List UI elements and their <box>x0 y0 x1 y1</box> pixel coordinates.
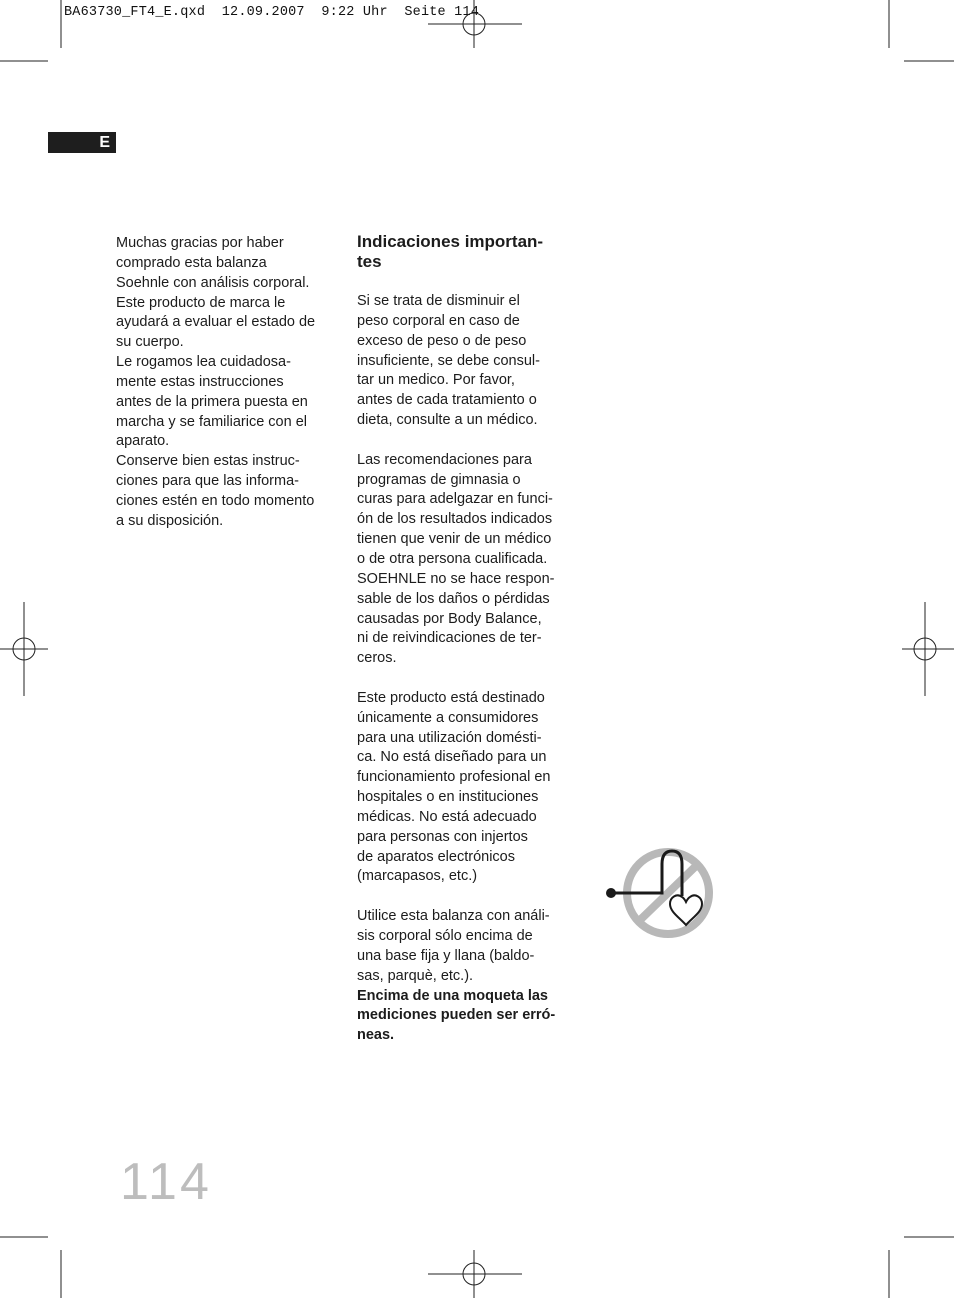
important-paragraph-1: Si se trata de disminuir el peso corporal en caso de exceso de peso o de peso insuficiente, se debe consul- tar un medico. Por favor, antes de cada tratamiento o dieta, consulte a un médico. <box>357 293 540 429</box>
warning-text: Encima de una moqueta las mediciones pueden ser erró- neas. <box>357 987 556 1044</box>
page-number: 114 <box>120 1153 212 1211</box>
print-slug: BA63730_FT4_E.qxd 12.09.2007 9:22 Uhr Seite 114 <box>64 5 480 20</box>
section-heading: Indicaciones importan- tes <box>357 232 544 271</box>
intro-paragraph-3: Conserve bien estas instruc- ciones para que las informa- ciones estén en todo momento a su disposición. <box>116 453 315 529</box>
intro-column <box>116 234 338 532</box>
important-paragraph-4: Utilice esta balanza con análi- sis corporal sólo encima de una base fija y llana (baldo- sas, parquè, etc.). <box>357 908 550 984</box>
intro-paragraph-1: Muchas gracias por haber comprado esta balanza Soehnle con análisis corporal. Este producto de marca le ayudará a evaluar el estado de su cuerpo. <box>116 235 316 351</box>
important-paragraph-2: Las recomendaciones para programas de gimnasia o curas para adelgazar en funci- ón de los resultados indicados tienen que venir de un médico o de otra persona cualificada. SOEHNLE no se hace respon- sable de los daños o pérdidas causadas por Body Balance, ni de reivindicaciones de ter- ceros. <box>357 451 555 667</box>
important-paragraph-3: Este producto está destinado únicamente a consumidores para una utilización domésti- ca. No está diseñado para un funcionamiento profesional en hospitales o en instituciones médicas. No está adecuado para personas con injertos de aparatos electrónicos (marcapasos, etc.) <box>357 689 551 885</box>
language-tab: E <box>48 132 116 153</box>
no-pacemaker-icon <box>600 842 720 944</box>
intro-paragraph-2: Le rogamos lea cuidadosa- mente estas instrucciones antes de la primera puesta en marcha y se familiarice con el aparato. <box>116 354 308 450</box>
important-column <box>357 232 579 1046</box>
